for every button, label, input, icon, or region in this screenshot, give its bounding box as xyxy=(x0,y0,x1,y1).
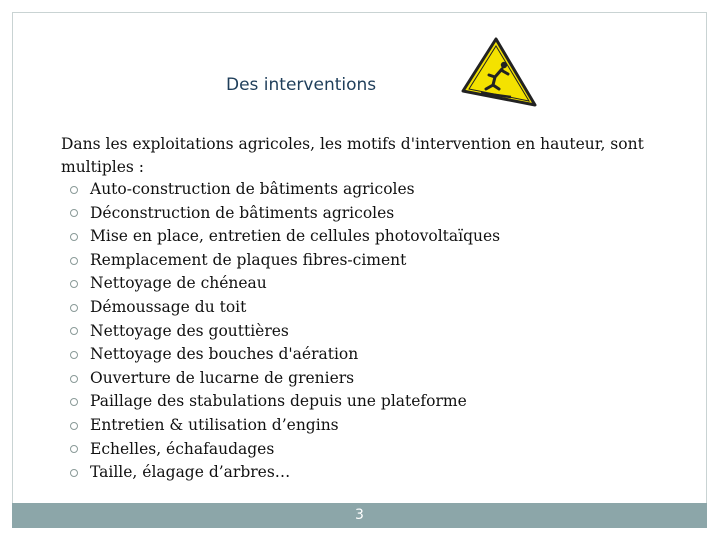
circle-bullet-icon xyxy=(70,375,78,383)
list-item-text: Taille, élagage d’arbres… xyxy=(90,463,291,482)
list-item-text: Paillage des stabulations depuis une plateforme xyxy=(90,392,467,411)
list-item xyxy=(70,178,500,202)
list-item xyxy=(70,249,500,273)
list-item-text: Mise en place, entretien de cellules photovoltaïques xyxy=(90,227,501,246)
slide-title: Des interventions xyxy=(226,75,377,95)
list-item-text: Remplacement de plaques fibres-ciment xyxy=(90,250,407,269)
list-item-text: Démoussage du toit xyxy=(90,297,247,316)
list-item xyxy=(70,438,500,462)
list-item xyxy=(70,461,500,485)
circle-bullet-icon xyxy=(70,351,78,359)
circle-bullet-icon xyxy=(70,304,78,312)
list-item-text: Entretien & utilisation d’engins xyxy=(90,415,339,434)
circle-bullet-icon xyxy=(70,280,78,288)
list-item xyxy=(70,296,500,320)
circle-bullet-icon xyxy=(70,257,78,265)
circle-bullet-icon xyxy=(70,469,78,477)
circle-bullet-icon xyxy=(70,186,78,194)
list-item xyxy=(70,414,500,438)
circle-bullet-icon xyxy=(70,327,78,335)
list-item-text: Echelles, échafaudages xyxy=(90,439,275,458)
list-item-text: Nettoyage des bouches d'aération xyxy=(90,345,359,364)
intro-text: Dans les exploitations agricoles, les motifs d'intervention en hauteur, sont multiples : xyxy=(61,135,644,176)
list-item xyxy=(70,390,500,414)
list-item-text: Auto-construction de bâtiments agricoles xyxy=(90,180,415,198)
list-item-text: Nettoyage de chéneau xyxy=(90,274,267,293)
list-item xyxy=(70,343,500,367)
circle-bullet-icon xyxy=(70,209,78,217)
list-item-text: Déconstruction de bâtiments agricoles xyxy=(90,203,395,222)
page-number: 3 xyxy=(355,507,364,523)
circle-bullet-icon xyxy=(70,422,78,430)
fall-hazard-warning-icon xyxy=(459,37,537,109)
list-item xyxy=(70,272,500,296)
circle-bullet-icon xyxy=(70,233,78,241)
list-item xyxy=(70,367,500,391)
list-item xyxy=(70,225,500,249)
list-item-text: Nettoyage des gouttières xyxy=(90,321,289,340)
list-item xyxy=(70,202,500,226)
list-item-text: Ouverture de lucarne de greniers xyxy=(90,368,355,387)
bullet-list xyxy=(70,178,500,485)
circle-bullet-icon xyxy=(70,445,78,453)
circle-bullet-icon xyxy=(70,398,78,406)
footer-bar xyxy=(12,503,707,528)
list-item xyxy=(70,320,500,344)
